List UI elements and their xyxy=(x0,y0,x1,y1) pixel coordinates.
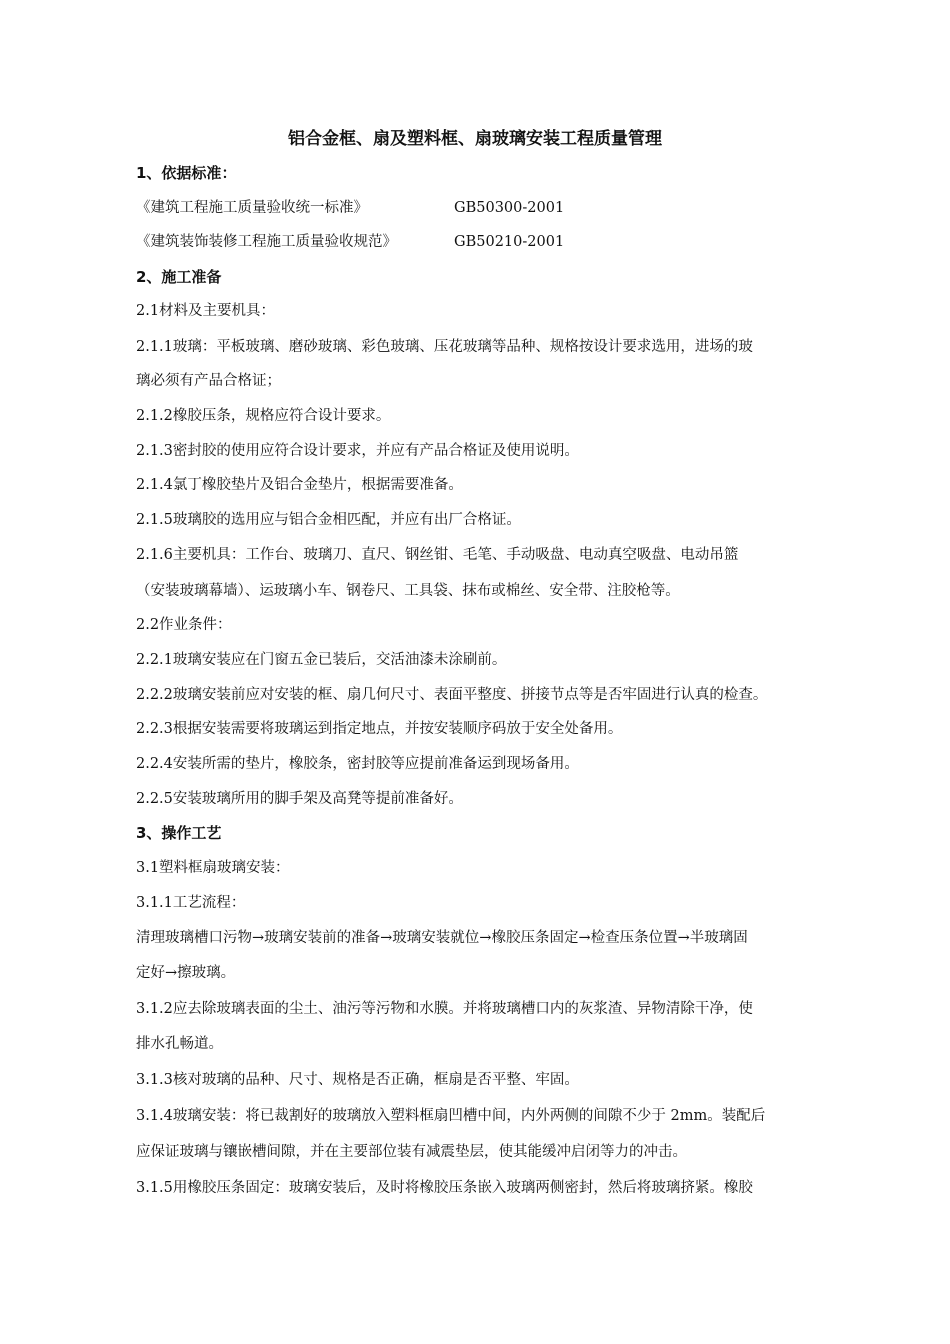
standard-name: 《建筑装饰装修工程施工质量验收规范》 xyxy=(136,234,397,250)
paragraph-line: 璃必须有产品合格证； xyxy=(136,373,281,389)
paragraph-line: 3.1.1工艺流程： xyxy=(136,895,246,911)
paragraph-line: 定好→擦玻璃。 xyxy=(136,965,236,981)
document-title: 铝合金框、扇及塑料框、扇玻璃安装工程质量管理 xyxy=(288,129,662,149)
standard-code: GB50210-2001 xyxy=(454,234,565,250)
standard-code: GB50300-2001 xyxy=(454,200,565,216)
paragraph-line: 2.2.1玻璃安装应在门窗五金已装后，交活油漆未涂刷前。 xyxy=(136,652,507,668)
paragraph-line: 2.1.3密封胶的使用应符合设计要求，并应有产品合格证及使用说明。 xyxy=(136,443,579,459)
paragraph-line: 排水孔畅道。 xyxy=(136,1036,223,1052)
paragraph-line: 2.2.3根据安装需要将玻璃运到指定地点，并按安装顺序码放于安全处备用。 xyxy=(136,721,623,737)
standard-name: 《建筑工程施工质量验收统一标准》 xyxy=(136,200,368,216)
paragraph-line: 3.1塑料框扇玻璃安装： xyxy=(136,860,290,876)
section-1-heading: 1、依据标准： xyxy=(136,164,237,182)
paragraph-line: 3.1.2应去除玻璃表面的尘土、油污等污物和水膜。并将玻璃槽口内的灰浆渣、异物清除干净，使 xyxy=(136,1001,753,1017)
paragraph-line: 2.1.2橡胶压条，规格应符合设计要求。 xyxy=(136,408,391,424)
section-2-heading: 2、施工准备 xyxy=(136,268,222,286)
paragraph-line: 2.2.4安装所需的垫片，橡胶条，密封胶等应提前准备运到现场备用。 xyxy=(136,756,579,772)
paragraph-line: 3.1.3核对玻璃的品种、尺寸、规格是否正确，框扇是否平整、牢固。 xyxy=(136,1072,579,1088)
paragraph-line: 2.1材料及主要机具： xyxy=(136,303,276,319)
paragraph-line: 3.1.5用橡胶压条固定：玻璃安装后，及时将橡胶压条嵌入玻璃两侧密封，然后将玻璃挤紧。橡胶 xyxy=(136,1180,753,1196)
paragraph-line: 2.2作业条件： xyxy=(136,617,232,633)
paragraph-line: 2.1.5玻璃胶的选用应与铝合金相匹配，并应有出厂合格证。 xyxy=(136,512,521,528)
standard-row xyxy=(136,197,864,219)
paragraph-line: 2.1.6主要机具：工作台、玻璃刀、直尺、钢丝钳、毛笔、手动吸盘、电动真空吸盘、电动吊篮 xyxy=(136,547,739,563)
paragraph-line: （安装玻璃幕墙）、运玻璃小车、钢卷尺、工具袋、抹布或棉丝、安全带、注胶枪等。 xyxy=(136,583,680,599)
paragraph-line: 2.1.1玻璃：平板玻璃、磨砂玻璃、彩色玻璃、压花玻璃等品种、规格按设计要求选用，进场的玻 xyxy=(136,339,753,355)
paragraph-line: 2.2.5安装玻璃所用的脚手架及高凳等提前准备好。 xyxy=(136,791,463,807)
section-3-heading: 3、操作工艺 xyxy=(136,824,222,842)
paragraph-line: 2.2.2玻璃安装前应对安装的框、扇几何尺寸、表面平整度、拼接节点等是否牢固进行认真的检查。 xyxy=(136,687,768,703)
paragraph-line: 清理玻璃槽口污物→玻璃安装前的准备→玻璃安装就位→橡胶压条固定→检查压条位置→半玻璃固 xyxy=(136,930,748,946)
paragraph-line: 3.1.4玻璃安装：将已裁割好的玻璃放入塑料框扇凹槽中间，内外两侧的间隙不少于 2mm。装配后 xyxy=(136,1108,766,1124)
paragraph-line: 2.1.4氯丁橡胶垫片及铝合金垫片，根据需要准备。 xyxy=(136,477,463,493)
standard-row xyxy=(136,231,864,253)
paragraph-line: 应保证玻璃与镶嵌槽间隙，并在主要部位装有减震垫层，使其能缓冲启闭等力的冲击。 xyxy=(136,1144,687,1160)
